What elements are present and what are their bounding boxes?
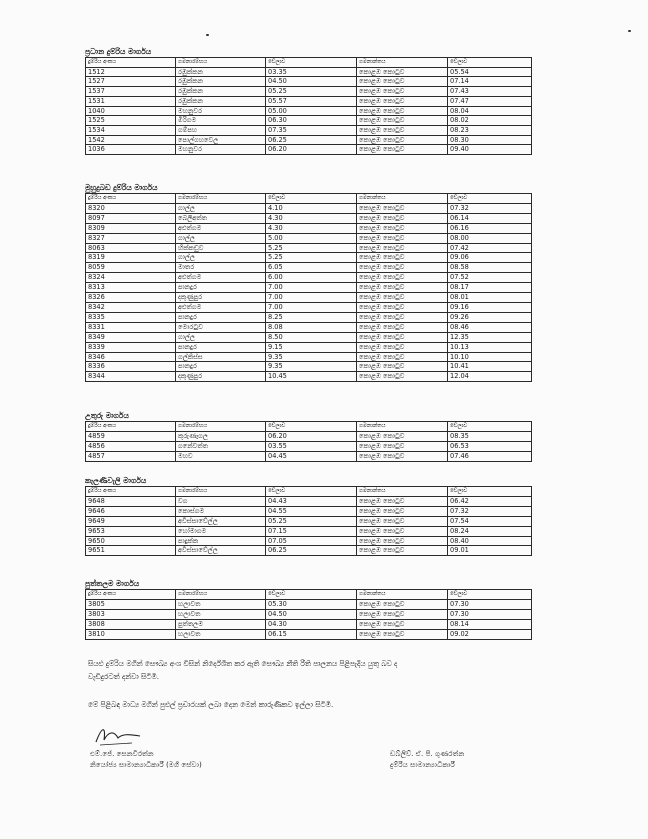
table-cell: 9.35 xyxy=(266,352,357,362)
scan-speck xyxy=(628,30,631,32)
signatory-right-title: දුම්රිය සාමාන්‍යාධිකාරී xyxy=(390,760,455,769)
table-cell: කොළඹ කොටුව xyxy=(357,253,448,263)
column-header: දුම්රිය අංකය xyxy=(86,194,176,204)
table-cell: 9649 xyxy=(86,516,176,526)
table-cell: 06.30 xyxy=(266,116,357,126)
table-cell: රඹුක්කන xyxy=(176,67,266,77)
table-cell: 4856 xyxy=(86,441,176,451)
table-cell: 06.15 xyxy=(266,629,357,639)
table-cell: 09.26 xyxy=(448,312,532,322)
table-cell: 05.00 xyxy=(266,106,357,116)
table-cell: කොස්ගම xyxy=(176,506,266,516)
table-cell: 7.00 xyxy=(266,302,357,312)
table-row xyxy=(86,213,532,223)
column-header: ගමනාරම්භය xyxy=(176,422,266,432)
table-cell: ගාල්ල xyxy=(176,233,266,243)
table-cell: 8.25 xyxy=(266,312,357,322)
timetable-coastal-line xyxy=(85,193,532,382)
table-cell: 1036 xyxy=(86,145,176,155)
column-header: ගමනාන්තය xyxy=(357,58,448,68)
table-cell: 07.52 xyxy=(448,273,532,283)
table-cell: 08.00 xyxy=(448,233,532,243)
table-row xyxy=(86,536,532,546)
table-cell: ගාල්ල xyxy=(176,203,266,213)
table-row xyxy=(86,441,532,451)
table-cell: කොළඹ කොටුව xyxy=(357,96,448,106)
table-cell: පානදුර xyxy=(176,342,266,352)
table-cell: 07.54 xyxy=(448,516,532,526)
table-cell: 8342 xyxy=(86,302,176,312)
column-header: වේලාව xyxy=(266,422,357,432)
table-cell: 9650 xyxy=(86,536,176,546)
table-cell: කොළඹ කොටුව xyxy=(357,516,448,526)
table-cell: කොළඹ කොටුව xyxy=(357,342,448,352)
table-cell: 08.14 xyxy=(448,619,532,629)
table-cell: පුත්තලම xyxy=(176,619,266,629)
table-cell: කොළඹ කොටුව xyxy=(357,223,448,233)
table-cell: 9648 xyxy=(86,496,176,506)
table-cell: රඹුක්කන xyxy=(176,96,266,106)
column-header: ගමනාන්තය xyxy=(357,194,448,204)
table-row xyxy=(86,372,532,382)
table-cell: කොළඹ කොටුව xyxy=(357,263,448,273)
table-row xyxy=(86,77,532,87)
scan-speck xyxy=(206,34,209,36)
table-cell: 4859 xyxy=(86,431,176,441)
table-row xyxy=(86,87,532,97)
section-northern-line xyxy=(85,411,532,462)
table-cell: 3808 xyxy=(86,619,176,629)
table-row xyxy=(86,302,532,312)
table-cell: 1512 xyxy=(86,67,176,77)
table-row xyxy=(86,496,532,506)
signatory-right-name: ඩබ්ලිව්. ඒ. පී. ගුණරත්න xyxy=(390,749,465,758)
signatory-left xyxy=(90,748,202,770)
table-cell: 8335 xyxy=(86,312,176,322)
table-cell: 07.43 xyxy=(448,87,532,97)
table-cell: 1531 xyxy=(86,96,176,106)
table-cell: අළුත්ගම xyxy=(176,223,266,233)
table-cell: 8309 xyxy=(86,223,176,233)
table-cell: 08.04 xyxy=(448,106,532,116)
table-row xyxy=(86,526,532,536)
table-cell: 3805 xyxy=(86,599,176,609)
table-cell: 5.25 xyxy=(266,253,357,263)
table-cell: ගල්කිස්ස xyxy=(176,352,266,362)
table-cell: 5.25 xyxy=(266,243,357,253)
column-header: වේලාව xyxy=(448,58,532,68)
table-cell: කොළඹ කොටුව xyxy=(357,536,448,546)
table-cell: රඹුක්කන xyxy=(176,87,266,97)
table-cell: අළුත්ගම xyxy=(176,302,266,312)
table-row xyxy=(86,253,532,263)
column-header: ගමනාරම්භය xyxy=(176,194,266,204)
table-cell: 06.16 xyxy=(448,223,532,233)
table-cell: කොළඹ කොටුව xyxy=(357,372,448,382)
table-cell: 3810 xyxy=(86,629,176,639)
column-header: දුම්රිය අංකය xyxy=(86,58,176,68)
table-cell: කොළඹ කොටුව xyxy=(357,116,448,126)
table-cell: කොළඹ කොටුව xyxy=(357,526,448,536)
table-cell: 4.10 xyxy=(266,203,357,213)
column-header: ගමනාරම්භය xyxy=(176,487,266,497)
table-cell: 8.50 xyxy=(266,332,357,342)
column-header: දුම්රිය අංකය xyxy=(86,487,176,497)
table-cell: 8344 xyxy=(86,372,176,382)
table-cell: හෝමාගම xyxy=(176,526,266,536)
table-cell: 04.55 xyxy=(266,506,357,516)
table-row xyxy=(86,96,532,106)
note-media-request: මේ පිළිබඳ මාධ්‍ය මගින් පුළුල් ප්‍රචාරයක් ලබා දෙන මෙන් කාරුණිකව ඉල්ලා සිටිමි. xyxy=(88,700,334,709)
table-cell: 6.00 xyxy=(266,273,357,283)
table-cell: 4.30 xyxy=(266,213,357,223)
column-header: ගමනාරම්භය xyxy=(176,590,266,600)
table-cell: කොළඹ කොටුව xyxy=(357,362,448,372)
table-cell: 04.50 xyxy=(266,609,357,619)
section-title: ප්‍රධාන දුම්රිය මාර්ගය xyxy=(85,47,152,56)
column-header: ගමනාරම්භය xyxy=(176,58,266,68)
table-cell: 9.15 xyxy=(266,342,357,352)
table-cell: කොළඹ කොටුව xyxy=(357,352,448,362)
table-cell: කොළඹ කොටුව xyxy=(357,599,448,609)
table-header-row xyxy=(86,194,532,204)
table-cell: කොළඹ කොටුව xyxy=(357,145,448,155)
table-cell: පාදුක්ක xyxy=(176,536,266,546)
table-cell: බෙලිඅත්ත xyxy=(176,213,266,223)
table-row xyxy=(86,145,532,155)
table-row xyxy=(86,322,532,332)
section-title: පුත්තලම මාර්ගය xyxy=(85,579,140,588)
table-cell: කොළඹ කොටුව xyxy=(357,77,448,87)
table-cell: 05.54 xyxy=(448,67,532,77)
table-cell: කොළඹ කොටුව xyxy=(357,332,448,342)
table-cell: කොළඹ කොටුව xyxy=(357,125,448,135)
timetable-kelani-valley-line xyxy=(85,486,532,556)
table-row xyxy=(86,599,532,609)
table-cell: කොළඹ කොටුව xyxy=(357,283,448,293)
table-cell: 07.47 xyxy=(448,96,532,106)
table-cell: 08.02 xyxy=(448,116,532,126)
table-cell: කොළඹ කොටුව xyxy=(357,609,448,619)
column-header: ගමනාන්තය xyxy=(357,422,448,432)
table-cell: අවිස්සාවේල්ල xyxy=(176,516,266,526)
section-coastal-line xyxy=(85,183,532,382)
table-cell: 05.57 xyxy=(266,96,357,106)
table-cell: 09.02 xyxy=(448,629,532,639)
table-row xyxy=(86,506,532,516)
column-header: වේලාව xyxy=(266,194,357,204)
table-cell: ගනේවත්ත xyxy=(176,441,266,451)
table-cell: 8349 xyxy=(86,332,176,342)
table-cell: 8331 xyxy=(86,322,176,332)
table-row xyxy=(86,312,532,322)
table-row xyxy=(86,451,532,461)
table-cell: 06.14 xyxy=(448,213,532,223)
table-cell: මහනුවර xyxy=(176,145,266,155)
table-cell: රඹුක්කන xyxy=(176,77,266,87)
table-cell: 1525 xyxy=(86,116,176,126)
table-cell: මහනුවර xyxy=(176,106,266,116)
table-cell: කොළඹ කොටුව xyxy=(357,135,448,145)
table-cell: කොළඹ කොටුව xyxy=(357,302,448,312)
table-row xyxy=(86,116,532,126)
table-row xyxy=(86,243,532,253)
table-cell: කොළඹ කොටුව xyxy=(357,243,448,253)
table-cell: 08.01 xyxy=(448,293,532,303)
timetable-northern-line xyxy=(85,421,532,462)
table-cell: 8313 xyxy=(86,283,176,293)
table-cell: 07.32 xyxy=(448,203,532,213)
table-cell: 1534 xyxy=(86,125,176,135)
table-cell: 08.24 xyxy=(448,526,532,536)
table-cell: 06.53 xyxy=(448,441,532,451)
table-cell: කොළඹ කොටුව xyxy=(357,273,448,283)
table-cell: කොළඹ කොටුව xyxy=(357,496,448,506)
table-cell: 06.25 xyxy=(266,135,357,145)
section-puttalam-line xyxy=(85,579,532,640)
table-cell: හලාවත xyxy=(176,599,266,609)
table-cell: 1537 xyxy=(86,87,176,97)
table-cell: 8339 xyxy=(86,342,176,352)
table-cell: 1527 xyxy=(86,77,176,87)
table-cell: 1040 xyxy=(86,106,176,116)
note-health-rules: සියළු දුම්රිය මගින් සෞඛ්‍ය අංශ විසින් නිර්දේශිත කර ඇති සෞඛ්‍ය නීති රීති පාලනය පිළිපැදිය යුතු බව ද xyxy=(88,659,398,668)
section-kelani-valley-line xyxy=(85,476,532,556)
table-cell: පානදුර xyxy=(176,283,266,293)
table-row xyxy=(86,609,532,619)
column-header: වේලාව xyxy=(448,590,532,600)
table-cell: 8327 xyxy=(86,233,176,243)
table-cell: 06.42 xyxy=(448,496,532,506)
table-cell: කොළඹ කොටුව xyxy=(357,451,448,461)
table-cell: කුරුණෑගල xyxy=(176,431,266,441)
table-cell: 08.23 xyxy=(448,125,532,135)
table-cell: පොල්ගහවෙල xyxy=(176,135,266,145)
table-cell: කොළඹ කොටුව xyxy=(357,322,448,332)
table-row xyxy=(86,342,532,352)
table-row xyxy=(86,263,532,273)
table-cell: කොළඹ කොටුව xyxy=(357,106,448,116)
table-cell: ගාල්ල xyxy=(176,253,266,263)
table-cell: කොළඹ කොටුව xyxy=(357,546,448,556)
table-header-row xyxy=(86,590,532,600)
column-header: දුම්රිය අංකය xyxy=(86,422,176,432)
signatory-left-title: නියෝජ්‍ය සාමාන්‍යාධිකාරී (මගී සේවා) xyxy=(90,760,202,769)
table-cell: 07.42 xyxy=(448,243,532,253)
table-cell: 05.25 xyxy=(266,516,357,526)
table-cell: මහව xyxy=(176,451,266,461)
table-cell: පානදුර xyxy=(176,312,266,322)
table-cell: 07.35 xyxy=(266,125,357,135)
signatory-left-name: එම්.ජේ. සෙනවිරත්න xyxy=(90,749,154,758)
table-cell: කොළඹ කොටුව xyxy=(357,293,448,303)
table-cell: 04.43 xyxy=(266,496,357,506)
table-row xyxy=(86,135,532,145)
table-cell: 08.40 xyxy=(448,536,532,546)
table-cell: කොළඹ කොටුව xyxy=(357,629,448,639)
table-cell: මීරිගම xyxy=(176,116,266,126)
column-header: වේලාව xyxy=(266,487,357,497)
table-cell: 07.15 xyxy=(266,526,357,536)
table-cell: 09.01 xyxy=(448,546,532,556)
table-row xyxy=(86,546,532,556)
table-cell: 8326 xyxy=(86,293,176,303)
table-cell: 8097 xyxy=(86,213,176,223)
table-cell: ගාල්ල xyxy=(176,332,266,342)
timetable-main-line xyxy=(85,57,532,155)
table-cell: 4857 xyxy=(86,451,176,461)
table-header-row xyxy=(86,422,532,432)
table-row xyxy=(86,106,532,116)
section-main-line xyxy=(85,47,532,155)
table-cell: අවිස්සාවේල්ල xyxy=(176,546,266,556)
table-header-row xyxy=(86,487,532,497)
table-cell: 8063 xyxy=(86,243,176,253)
table-cell: 7.00 xyxy=(266,283,357,293)
table-cell: අළුත්ගම xyxy=(176,273,266,283)
table-cell: 5.00 xyxy=(266,233,357,243)
table-cell: 8346 xyxy=(86,352,176,362)
column-header: වේලාව xyxy=(448,194,532,204)
table-row xyxy=(86,233,532,243)
table-cell: 06.20 xyxy=(266,145,357,155)
column-header: වේලාව xyxy=(266,590,357,600)
handwritten-signature xyxy=(92,722,144,748)
table-cell: 08.58 xyxy=(448,263,532,273)
column-header: දුම්රිය අංකය xyxy=(86,590,176,600)
table-row xyxy=(86,431,532,441)
table-row xyxy=(86,619,532,629)
table-cell: හික්කඩුව xyxy=(176,243,266,253)
column-header: වේලාව xyxy=(448,487,532,497)
table-cell: 8320 xyxy=(86,203,176,213)
table-cell: 04.50 xyxy=(266,77,357,87)
section-title: උතුරු මාර්ගය xyxy=(85,411,129,420)
table-cell: 08.30 xyxy=(448,135,532,145)
table-cell: මොරටුව xyxy=(176,322,266,332)
signatory-right xyxy=(390,748,464,770)
table-cell: 8336 xyxy=(86,362,176,372)
table-cell: 9653 xyxy=(86,526,176,536)
table-cell: 04.45 xyxy=(266,451,357,461)
table-cell: 7.00 xyxy=(266,293,357,303)
table-cell: දකුණුපුර xyxy=(176,293,266,303)
table-row xyxy=(86,332,532,342)
table-cell: 07.05 xyxy=(266,536,357,546)
table-cell: කොළඹ කොටුව xyxy=(357,213,448,223)
table-row xyxy=(86,293,532,303)
table-cell: 04.30 xyxy=(266,619,357,629)
table-cell: 12.04 xyxy=(448,372,532,382)
table-cell: කොළඹ කොටුව xyxy=(357,203,448,213)
column-header: වේලාව xyxy=(266,58,357,68)
timetable-puttalam-line xyxy=(85,589,532,640)
table-cell: 9.35 xyxy=(266,362,357,372)
table-cell: 09.16 xyxy=(448,302,532,312)
table-cell: හලාවත xyxy=(176,609,266,619)
table-row xyxy=(86,125,532,135)
table-row xyxy=(86,203,532,213)
note-health-rules-cont: වැඩිදුරටත් දන්වා සිටිමි. xyxy=(88,672,160,681)
table-cell: 08.35 xyxy=(448,431,532,441)
section-title: මුහුදුබඩ දුම්රිය මාර්ගය xyxy=(85,183,158,192)
column-header: ගමනාන්තය xyxy=(357,590,448,600)
table-cell: 08.46 xyxy=(448,322,532,332)
table-cell: 09.06 xyxy=(448,253,532,263)
table-cell: කොළඹ කොටුව xyxy=(357,67,448,77)
table-cell: 10.41 xyxy=(448,362,532,372)
table-cell: කොළඹ කොටුව xyxy=(357,431,448,441)
table-cell: 9646 xyxy=(86,506,176,516)
table-cell: 4.30 xyxy=(266,223,357,233)
table-cell: 8.08 xyxy=(266,322,357,332)
table-cell: 8324 xyxy=(86,273,176,283)
table-cell: 10.13 xyxy=(448,342,532,352)
table-cell: හලාවත xyxy=(176,629,266,639)
table-row xyxy=(86,629,532,639)
table-cell: 09.40 xyxy=(448,145,532,155)
table-cell: කොළඹ කොටුව xyxy=(357,87,448,97)
table-cell: කොළඹ කොටුව xyxy=(357,312,448,322)
table-row xyxy=(86,362,532,372)
table-cell: 07.30 xyxy=(448,609,532,619)
table-cell: 08.17 xyxy=(448,283,532,293)
table-row xyxy=(86,516,532,526)
table-cell: 07.32 xyxy=(448,506,532,516)
table-cell: 8059 xyxy=(86,263,176,273)
table-cell: 10.10 xyxy=(448,352,532,362)
column-header: වේලාව xyxy=(448,422,532,432)
table-cell: කොළඹ කොටුව xyxy=(357,619,448,629)
table-cell: කොළඹ කොටුව xyxy=(357,233,448,243)
table-cell: දකුණුපුර xyxy=(176,372,266,382)
section-title: කැලණිවැලි මාර්ගය xyxy=(85,476,147,485)
table-cell: 03.35 xyxy=(266,67,357,77)
table-cell: ගම්පහ xyxy=(176,125,266,135)
table-cell: 9651 xyxy=(86,546,176,556)
table-cell: 1542 xyxy=(86,135,176,145)
table-row xyxy=(86,352,532,362)
table-row xyxy=(86,273,532,283)
table-cell: 12.35 xyxy=(448,332,532,342)
table-cell: පානදුර xyxy=(176,362,266,372)
table-cell: 10.45 xyxy=(266,372,357,382)
table-cell: කොළඹ කොටුව xyxy=(357,441,448,451)
table-row xyxy=(86,67,532,77)
table-cell: වග xyxy=(176,496,266,506)
table-cell: 06.20 xyxy=(266,431,357,441)
table-row xyxy=(86,283,532,293)
table-cell: 06.25 xyxy=(266,546,357,556)
table-cell: 03.55 xyxy=(266,441,357,451)
table-cell: 07.14 xyxy=(448,77,532,87)
table-row xyxy=(86,223,532,233)
table-cell: 6.05 xyxy=(266,263,357,273)
table-cell: 8319 xyxy=(86,253,176,263)
table-cell: මාතර xyxy=(176,263,266,273)
table-cell: 07.30 xyxy=(448,599,532,609)
table-cell: 07.46 xyxy=(448,451,532,461)
table-cell: 05.25 xyxy=(266,87,357,97)
table-cell: 3803 xyxy=(86,609,176,619)
column-header: ගමනාන්තය xyxy=(357,487,448,497)
table-cell: කොළඹ කොටුව xyxy=(357,506,448,516)
table-cell: 05.30 xyxy=(266,599,357,609)
table-header-row xyxy=(86,58,532,68)
